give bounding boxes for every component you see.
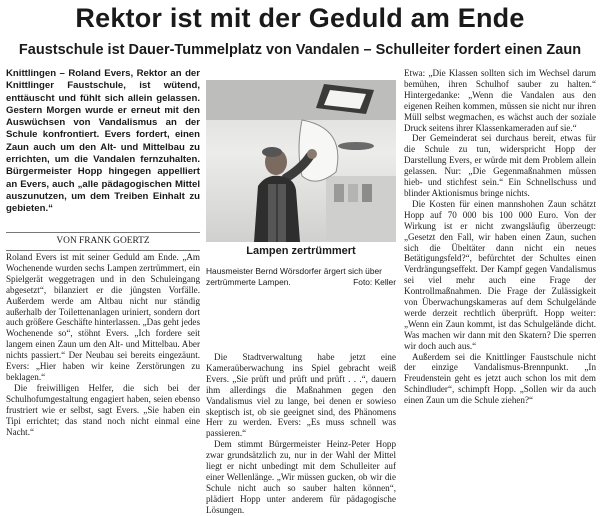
photo-caption-title: Lampen zertrümmert bbox=[246, 245, 356, 257]
body-column-2 bbox=[206, 352, 396, 515]
body-paragraph: Roland Evers ist mit seiner Geduld am Ende. „Am Wochenende wurden sechs Lampen zertrümmert, ein Spielgerät weggetragen und in den Schuleingang abgesetzt“, bilanziert er die jüngsten Vorfälle. Außerdem werde am Altbau nicht nur ständig außerhalb der Toilettenanlagen uriniert, sondern dort auch größere Geschäfte hinterlassen. „Das geht jedes Wochenende so“, stöhnt Evers. „Ich fordere seit langem einen Zaun um den Alt- und Mittelbau. Aber nichts passiert.“ Der Neubau sei bereits eingezäunt. Evers: „Hier haben wir keine Zerstörungen zu beklagen.“ bbox=[6, 252, 200, 382]
subheadline: Faustschule ist Dauer-Tummelplatz von Vandalen – Schulleiter fordert einen Zaun bbox=[18, 42, 582, 58]
body-paragraph: Etwa: „Die Klassen sollten sich im Wechsel darum bemühen, ihren Schulhof sauber zu halten.“ Hintergedanke: „Wenn die Vandalen aus den eigenen Reihen kommen, müssen sie nicht nur ihren Müll selbst wegmachen, es wächst auch der soziale Druck seitens ihrer Klassenkameraden auf sie.“ bbox=[404, 68, 596, 133]
body-paragraph: Außerdem sei die Knittlinger Faustschule nicht der einzige Vandalismus-Brennpunkt. „In Freudenstein geht es jetzt auch schon los mit dem Schindluder“, schimpft Hopp. „Sollen wir da auch einen Zaun um die Schule ziehen?“ bbox=[404, 351, 596, 406]
body-paragraph: Die freiwilligen Helfer, die sich bei der Schulhofumgestaltung engagiert haben, seien ebenso frustriert wie er selbst, sagt Evers. „Sie haben ein Tipi errichtet; das stand noch nicht einmal eine Nacht.“ bbox=[6, 382, 200, 437]
article-photo bbox=[206, 80, 396, 242]
photo-illustration bbox=[206, 80, 396, 242]
body-paragraph: Der Gemeinderat sei durchaus bereit, etwas für die Schule zu tun, widerspricht Hopp der Darstellung Evers, er würde mit dem Problem allein gelassen. Nur: „Die Gegenmaßnahmen müssen hieb- und stichfest sein.“ Ein Schnellschuss und blinder Aktionismus bringe nichts. bbox=[404, 133, 596, 198]
body-paragraph: Die Stadtverwaltung habe jetzt eine Kameraüberwachung ins Spiel gebracht weiß Evers. „Sie prüft und prüft und prüft . . .“, dauern ihm allerdings die Maßnahmen gegen den Vandalismus viel zu lange, bei denen er sowieso skeptisch ist, ob sie geeignet sind, des Phänomens Herr zu werden. Evers: „Es muss schnell was passieren.“ bbox=[206, 352, 396, 439]
body-column-1 bbox=[6, 252, 200, 456]
body-column-3 bbox=[404, 68, 596, 456]
photo-caption bbox=[206, 266, 396, 287]
headline: Rektor ist mit der Geduld am Ende bbox=[75, 3, 525, 33]
caption-text: Hausmeister Bernd Wörsdorfer ärgert sich über zertrümmerte Lampen. bbox=[206, 266, 382, 287]
lead-paragraph: Knittlingen – Roland Evers, Rektor an der Knittlinger Faustschule, ist wütend, enttäuscht und fühlt sich allein gelassen. Gestern Morgen wurde er erneut mit den Auswüchsen von Vandalismus an der Schule konfrontiert. Evers fordert, einen Zaun auch um den Alt- und Mittelbau zu errichten, um die Vandalen fernzuhalten. Bürgermeister Hopp hingegen appelliert an Evers, auch „alle pädagogischen Mittel auszunutzen, um dem Treiben Einhalt zu gebieten.“ bbox=[6, 68, 200, 215]
photo-credit: Foto: Keller bbox=[353, 276, 396, 287]
byline: VON FRANK GOERTZ bbox=[6, 232, 200, 251]
body-paragraph: Die Kosten für einen mannshohen Zaun schätzt Hopp auf 70 000 bis 100 000 Euro. Von der Wirkung ist er nicht zwangsläufig überzeugt: „Gesetzt den Fall, wir haben einen Zaun, suchen sich die Übeltäter dann nicht ein neues Betätigungsfeld?“, befürchtet der Schultes einen Verdrängungseffekt. Der Kampf gegen Vandalismus sei viel mehr auch eine Frage der Kontrollmaßnahmen. Die Frage der Zulässigkeit von Überwachungskameras auf dem Schulgelände werde derzeit rechtlich überprüft. Hopp weiter: „Wenn ein Zaun kommt, ist das Schulgelände dicht. Was machen wir dann mit den Skatern? Die sperren wir doch auch aus.“ bbox=[404, 198, 596, 351]
body-paragraph: Dem stimmt Bürgermeister Heinz-Peter Hopp zwar grundsätzlich zu, nur in der Wahl der Mittel liegt er nicht unbedingt mit dem Schulleiter auf einer Wellenlänge. „Wir müssen gucken, ob wir die Schule nicht auch so sauber halten können“, plädiert Hopp unter anderem für pädagogische Lösungen. bbox=[206, 439, 396, 515]
